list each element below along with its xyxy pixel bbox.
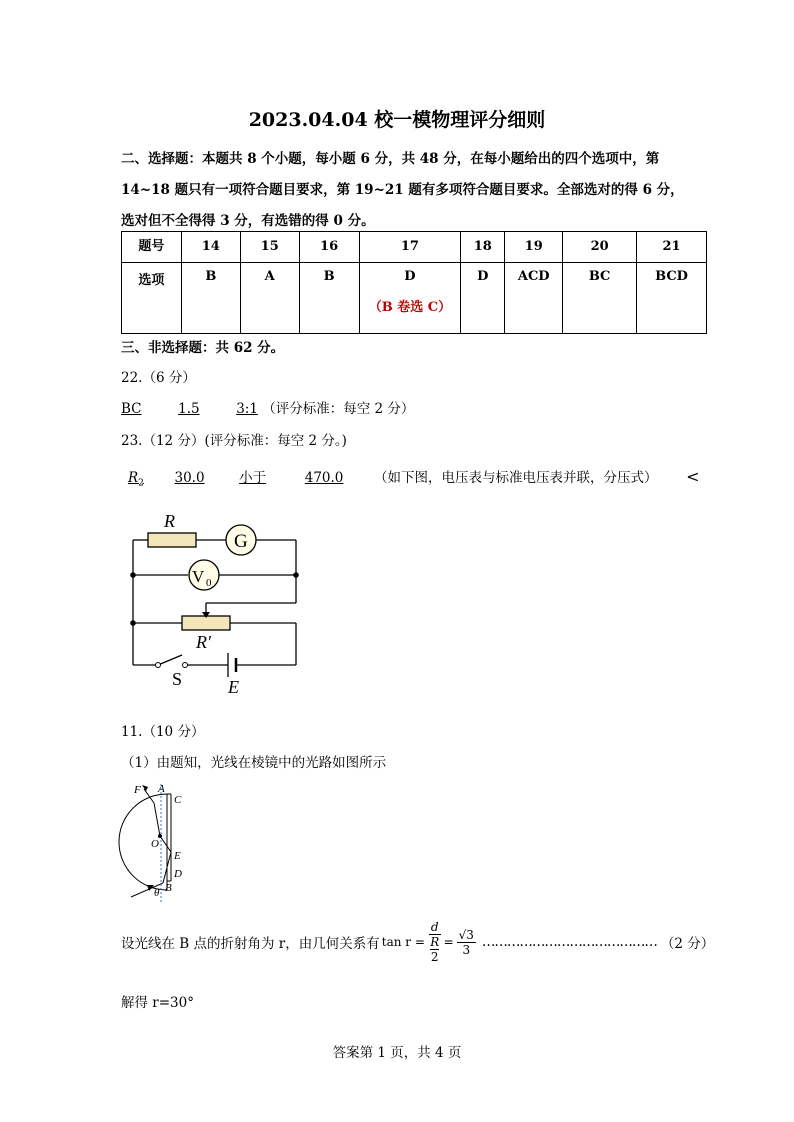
ans-18: D [461, 263, 505, 334]
ans-17 [359, 263, 461, 334]
q11-equation-line [121, 920, 714, 964]
q-16: 16 [299, 232, 359, 263]
circuit-label-R: R [164, 511, 175, 531]
table-answer-row [122, 263, 707, 334]
prism-diagram [118, 781, 198, 906]
q11-eq-d: d [430, 920, 439, 934]
q11-eq-score: （2 分） [660, 936, 715, 952]
q23-answers [128, 466, 700, 489]
q11-eq-frac-dR2 [429, 920, 441, 964]
header-label: 题号 [122, 232, 182, 263]
circuit-label-G: G [234, 531, 248, 552]
page-footer: 答案第 1 页，共 4 页 [332, 1045, 462, 1061]
optics-label-D: D [174, 868, 182, 880]
q11-eq-frac-sqrt3 [457, 928, 476, 957]
ans-16: B [299, 263, 359, 334]
q22-a2: 1.5 [178, 401, 200, 417]
answer-table [121, 231, 707, 334]
q11-eq-R: R [430, 935, 440, 949]
section2-line3: 选对但不全得得 3 分，有选错的得 0 分。 [121, 213, 375, 229]
q11-eq-equals: = [443, 935, 454, 949]
optics-label-F: F [134, 784, 141, 796]
q-21: 21 [637, 232, 707, 263]
q-20: 20 [563, 232, 637, 263]
q23-a1 [128, 470, 144, 489]
q22-a3: 3:1 [236, 401, 258, 417]
q23-symbol: < [686, 467, 700, 486]
value-label: 选项 [122, 263, 182, 334]
q11-eq-prefix: 设光线在 B 点的折射角为 r，由几何关系有 [121, 936, 380, 952]
q-15: 15 [240, 232, 299, 263]
ans-17-value: D [404, 269, 416, 284]
q23-a2: 30.0 [174, 470, 205, 486]
circuit-label-V-sub: 0 [206, 577, 212, 589]
q11-eq-3: 3 [462, 942, 471, 957]
q23-heading: 23.（12 分）(评分标准：每空 2 分。) [121, 433, 347, 449]
q-17: 17 [359, 232, 461, 263]
page-title: 2023.04.04 校一模物理评分细则 [248, 109, 546, 131]
optics-label-A: A [158, 783, 165, 795]
circuit-label-Rprime: R′ [196, 632, 211, 652]
q-14: 14 [181, 232, 240, 263]
circuit-diagram [120, 505, 310, 700]
q-19: 19 [505, 232, 563, 263]
q23-a1-main: R [128, 470, 139, 486]
q-18: 18 [461, 232, 505, 263]
q23-a3: 小于 [239, 470, 267, 486]
optics-label-O: O [151, 838, 159, 850]
section2-line2: 14~18 题只有一项符合题目要求，第 19~21 题有多项符合题目要求。全部选对的得 6 分， [121, 182, 684, 198]
ans-19: ACD [505, 263, 563, 334]
q11-eq-2: 2 [430, 950, 439, 964]
section3-heading: 三、非选择题：共 62 分。 [121, 340, 285, 356]
q11-eq-sqrt3: √3 [458, 927, 474, 942]
q22-note: （评分标准：每空 2 分） [262, 401, 415, 417]
optics-label-C: C [174, 794, 182, 806]
circuit-label-E: E [228, 677, 239, 697]
q23-a1-sub: 2 [138, 478, 144, 489]
circuit-label-V: V [192, 567, 205, 586]
ans-20: BC [563, 263, 637, 334]
q11-heading: 11.（10 分） [121, 724, 205, 740]
q22-answers [121, 397, 414, 417]
section2-line1: 二、选择题：本题共 8 个小题，每小题 6 分，共 48 分，在每小题给出的四个选项中，第 [121, 151, 660, 167]
q11-eq-R2-wrap [430, 935, 439, 964]
optics-label-E: E [174, 850, 181, 862]
q23-note: （如下图，电压表与标准电压表并联，分压式） [374, 470, 658, 486]
ans-17-note: （B 卷选 C） [368, 300, 452, 315]
ans-21: BCD [637, 263, 707, 334]
q11-eq-dots: …………………………………… [481, 934, 657, 950]
table-header-row [122, 232, 707, 263]
q11-solve: 解得 r=30° [121, 995, 194, 1011]
optics-label-theta: θ [154, 887, 160, 899]
q11-part1: （1）由题知，光线在棱镜中的光路如图所示 [121, 755, 387, 771]
circuit-label-S: S [172, 669, 183, 689]
q22-a1: BC [121, 401, 142, 417]
optics-label-B: B [165, 882, 172, 894]
ans-14: B [181, 263, 240, 334]
ans-15: A [240, 263, 299, 334]
q22-heading: 22.（6 分） [121, 370, 196, 386]
q11-eq-tan: tan r = [381, 935, 425, 949]
q23-a4: 470.0 [304, 470, 344, 486]
